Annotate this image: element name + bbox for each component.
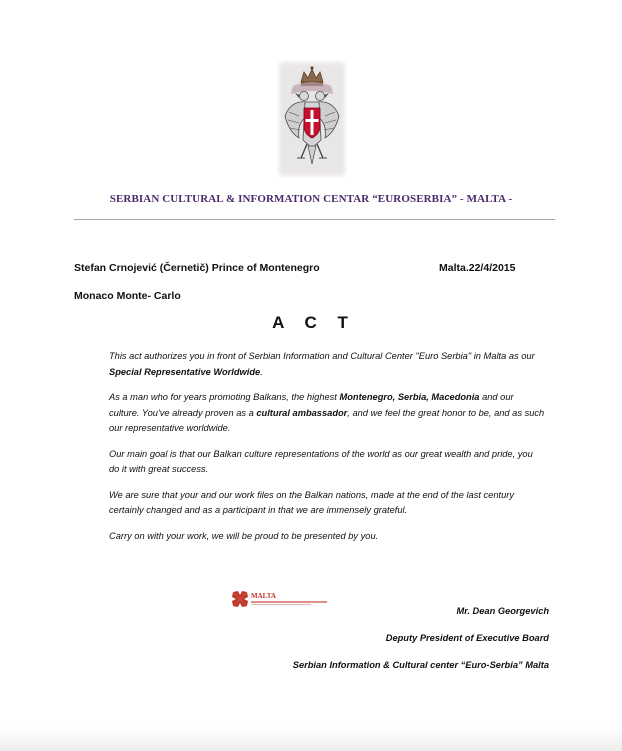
place-date: Malta.22/4/2015 (439, 262, 516, 274)
maltese-cross-icon (232, 591, 248, 607)
body-paragraph-3: Our main goal is that our Balkan culture representations of the world as our great wealth and pride, you do it with great success. (109, 448, 533, 474)
p2-c: and our culture. You've already proven as a (109, 392, 514, 418)
header-divider (74, 219, 555, 220)
malta-logo-label: MALTA (251, 592, 276, 600)
page-shadow (0, 727, 622, 751)
p1-text: This act authorizes you in front of Serbian Information and Cultural Center "Euro Serbia" in Malta as our (109, 351, 535, 361)
body-paragraph-4: We are sure that your and our work files on the Balkan nations, made at the end of the last century certainly changed and as a participant in that we are immensely grateful. (109, 489, 514, 515)
act-title: A C T (272, 313, 350, 332)
act-body (109, 349, 545, 554)
signatory-name: Mr. Dean Georgevich (456, 606, 549, 616)
p2-b: Montenegro, Serbia, Macedonia (339, 392, 480, 402)
p2-e: , and we feel the great honor to be, and as such our representative worldwide. (109, 407, 545, 433)
signature-block (250, 598, 549, 679)
p2-d: cultural ambassador (256, 407, 348, 418)
signatory-org: Serbian Information & Cultural center “Euro-Serbia” Malta (292, 660, 549, 670)
p1-end: . (260, 366, 263, 377)
p1-bold: Special Representative Worldwide (109, 366, 261, 377)
header-title: SERBIAN CULTURAL & INFORMATION CENTAR “EUROSERBIA” - MALTA - (109, 193, 513, 205)
body-paragraph-1 (109, 349, 545, 380)
body-paragraph-2 (109, 390, 545, 437)
signatory-role: Deputy President of Executive Board (385, 633, 549, 643)
body-paragraph-5: Carry on with your work, we will be proud to be presented by you. (109, 530, 379, 541)
coat-of-arms-emblem-icon (277, 60, 347, 178)
p2-a: As a man who for years promoting Balkans, the highest (109, 392, 340, 402)
addressee-name: Stefan Crnojević (Černetič) Prince of Montenegro (74, 262, 320, 274)
addressee-city: Monaco Monte- Carlo (74, 290, 181, 302)
